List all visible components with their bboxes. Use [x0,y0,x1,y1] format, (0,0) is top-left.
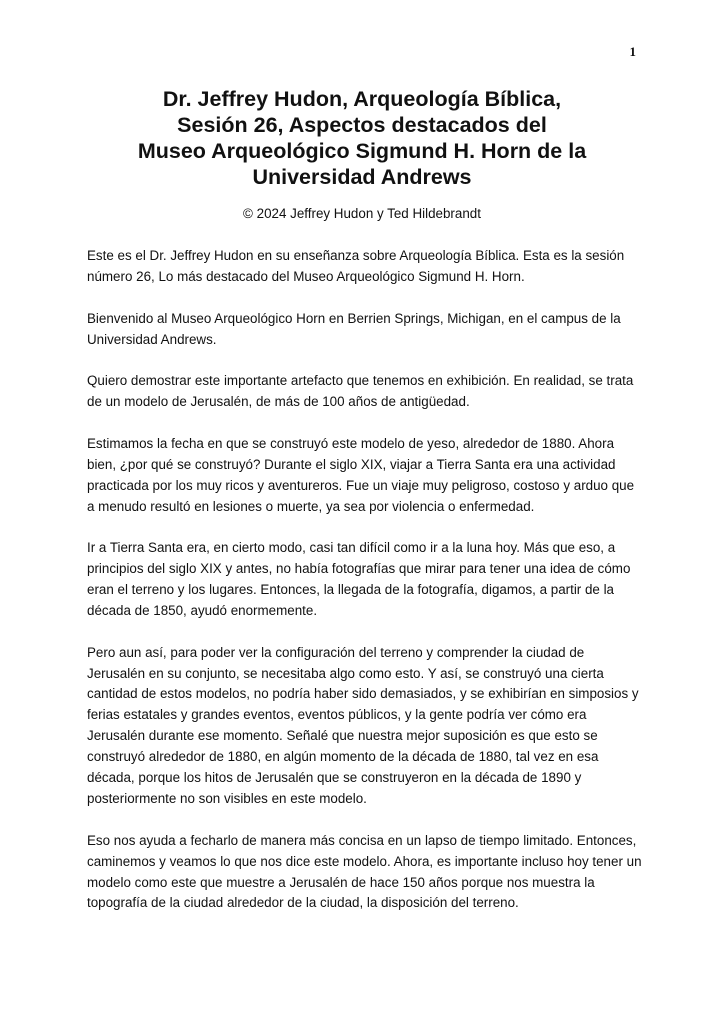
paragraph: Bienvenido al Museo Arqueológico Horn en Berrien Springs, Michigan, en el campus de la Universidad Andrews. [87,310,621,347]
document-body [87,246,643,914]
title-line: Sesión 26, Aspectos destacados del [177,113,547,137]
paragraph: Eso nos ayuda a fecharlo de manera más concisa en un lapso de tiempo limitado. Entonces, caminemos y veamos lo que nos dice este modelo. Ahora, es importante incluso hoy tener un modelo como este que muestre a Jerusalén de hace 150 años porque nos muestra la topografía de la ciudad alrededor de la ciudad, la disposición del terreno. [87,832,642,911]
title-line: Museo Arqueológico Sigmund H. Horn de la [137,139,587,163]
document-title [100,86,624,190]
page-number: 1 [629,44,636,59]
title-line: Dr. Jeffrey Hudon, Arqueología Bíblica, [162,87,562,111]
paragraph: Este es el Dr. Jeffrey Hudon en su enseñanza sobre Arqueología Bíblica. Esta es la sesión número 26, Lo más destacado del Museo Arqueológico Sigmund H. Horn. [87,248,625,284]
copyright-notice: © 2024 Jeffrey Hudon y Ted Hildebrandt [243,206,481,221]
paragraph: Quiero demostrar este importante artefacto que tenemos en exhibición. En realidad, se trata de un modelo de Jerusalén, de más de 100 años de antigüedad. [87,373,634,410]
paragraph: Estimamos la fecha en que se construyó este modelo de yeso, alrededor de 1880. Ahora bien, ¿por qué se construyó? Durante el siglo XIX, viajar a Tierra Santa era una actividad practicada por los muy ricos y aventureros. Fue un viaje muy peligroso, costoso y arduo que a menudo resultó en lesiones o muerte, ya sea por violencia o enfermedad. [87,435,635,514]
title-line: Universidad Andrews [252,165,472,189]
paragraph: Pero aun así, para poder ver la configuración del terreno y comprender la ciudad de Jerusalén en su conjunto, se necesitaba algo como esto. Y así, se construyó una cierta cantidad de estos modelos, no podría haber sido demasiados, y se exhibirían en simposios y ferias estatales y grandes eventos, eventos públicos, y la gente podría ver cómo era Jerusalén durante ese momento. Señalé que nuestra mejor suposición es que esto se construyó alrededor de 1880, en algún momento de la década de 1880, tal vez en esa década, porque los hitos de Jerusalén que se construyeron en la década de 1890 y posteriormente no son visibles en este modelo. [87,644,639,807]
paragraph: Ir a Tierra Santa era, en cierto modo, casi tan difícil como ir a la luna hoy. Más que eso, a principios del siglo XIX y antes, no había fotografías que mirar para tener una idea de cómo eran el terreno y los lugares. Entonces, la llegada de la fotografía, digamos, a partir de la década de 1850, ayudó enormemente. [87,540,631,618]
